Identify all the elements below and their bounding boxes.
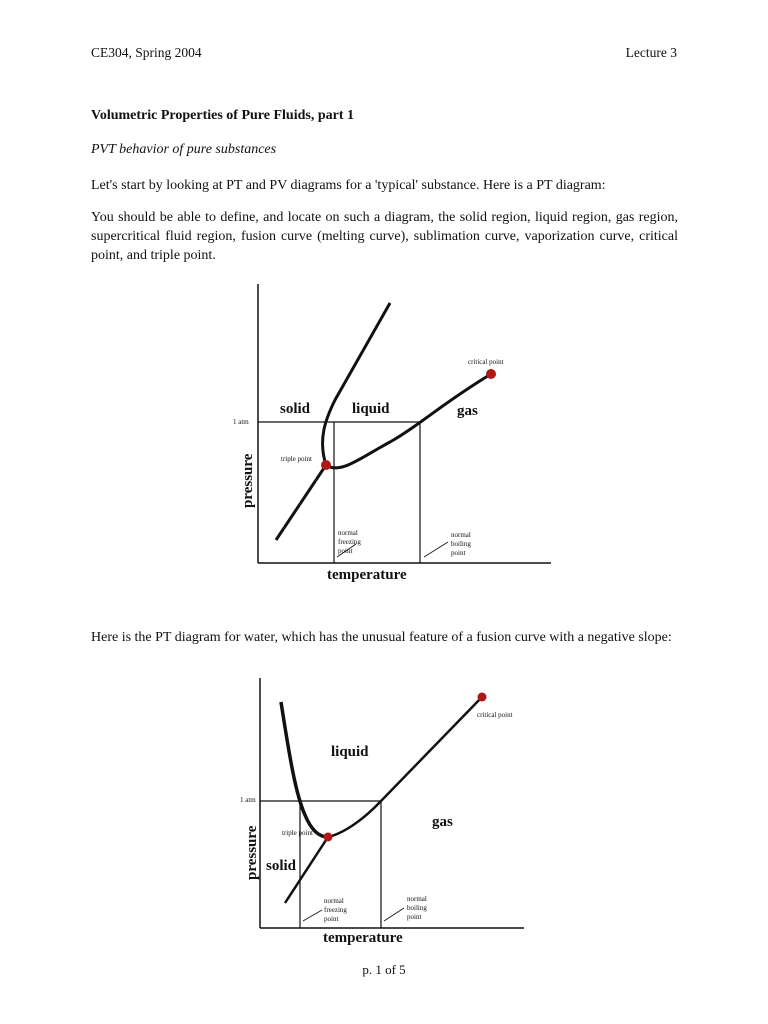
freezing-label-2: freezing — [338, 538, 361, 546]
pt-diagram-typical — [225, 280, 555, 585]
vaporization-curve — [328, 697, 482, 837]
freezing-label-3: point — [338, 547, 353, 555]
critical-point-marker — [478, 693, 487, 702]
triple-point-label: triple point — [282, 829, 313, 837]
page-number: p. 1 of 5 — [362, 962, 406, 977]
freezing-label-3: point — [324, 915, 339, 923]
section-title: Volumetric Properties of Pure Fluids, part 1 — [91, 108, 354, 123]
triple-point-marker — [321, 460, 331, 470]
critical-point-label: critical point — [468, 358, 504, 366]
boiling-label-3: point — [451, 549, 466, 557]
freezing-label-2: freezing — [324, 906, 347, 914]
triple-point-label: triple point — [281, 455, 312, 463]
boiling-label-1: normal — [451, 531, 471, 539]
triple-point-marker — [324, 833, 333, 842]
solid-label: solid — [266, 858, 297, 874]
gas-label: gas — [432, 814, 453, 830]
one-atm-label: 1 atm — [240, 796, 256, 804]
freezing-pointer — [303, 910, 322, 921]
fusion-curve — [323, 303, 390, 465]
gas-label: gas — [457, 403, 478, 419]
freezing-label-1: normal — [338, 529, 358, 537]
freezing-label-1: normal — [324, 897, 344, 905]
header-lecture: Lecture 3 — [625, 45, 677, 60]
boiling-label-2: boiling — [451, 540, 471, 548]
sublimation-curve — [276, 465, 326, 540]
fusion-curve — [281, 702, 328, 837]
critical-point-marker — [486, 369, 496, 379]
x-axis-label: temperature — [327, 567, 407, 583]
paragraph-intro: Let's start by looking at PT and PV diagrams for a 'typical' substance. Here is a PT diagram: — [91, 178, 606, 193]
pt-diagram-water — [225, 672, 525, 950]
vaporization-curve — [326, 374, 491, 468]
boiling-label-1: normal — [407, 895, 427, 903]
boiling-label-2: boiling — [407, 904, 427, 912]
section-subtitle: PVT behavior of pure substances — [91, 142, 277, 157]
boiling-label-3: point — [407, 913, 422, 921]
boiling-pointer — [424, 542, 448, 557]
x-axis-label: temperature — [323, 930, 403, 946]
paragraph-define: You should be able to define, and locate on such a diagram, the solid region, liquid region, gas region, supercritical fluid region, fusion curve (melting curve), sublimation curve, vaporization curve, critical point, and triple point. — [91, 210, 678, 263]
solid-label: solid — [280, 401, 311, 417]
header-course: CE304, Spring 2004 — [91, 45, 202, 60]
boiling-pointer — [384, 908, 404, 921]
y-axis-label: pressure — [244, 825, 260, 880]
y-axis-label: pressure — [240, 453, 256, 508]
critical-point-label: critical point — [477, 711, 513, 719]
liquid-label: liquid — [352, 401, 390, 417]
liquid-label: liquid — [331, 744, 369, 760]
paragraph-water: Here is the PT diagram for water, which has the unusual feature of a fusion curve with a negative slope: — [91, 630, 672, 645]
one-atm-label: 1 atm — [233, 418, 249, 426]
